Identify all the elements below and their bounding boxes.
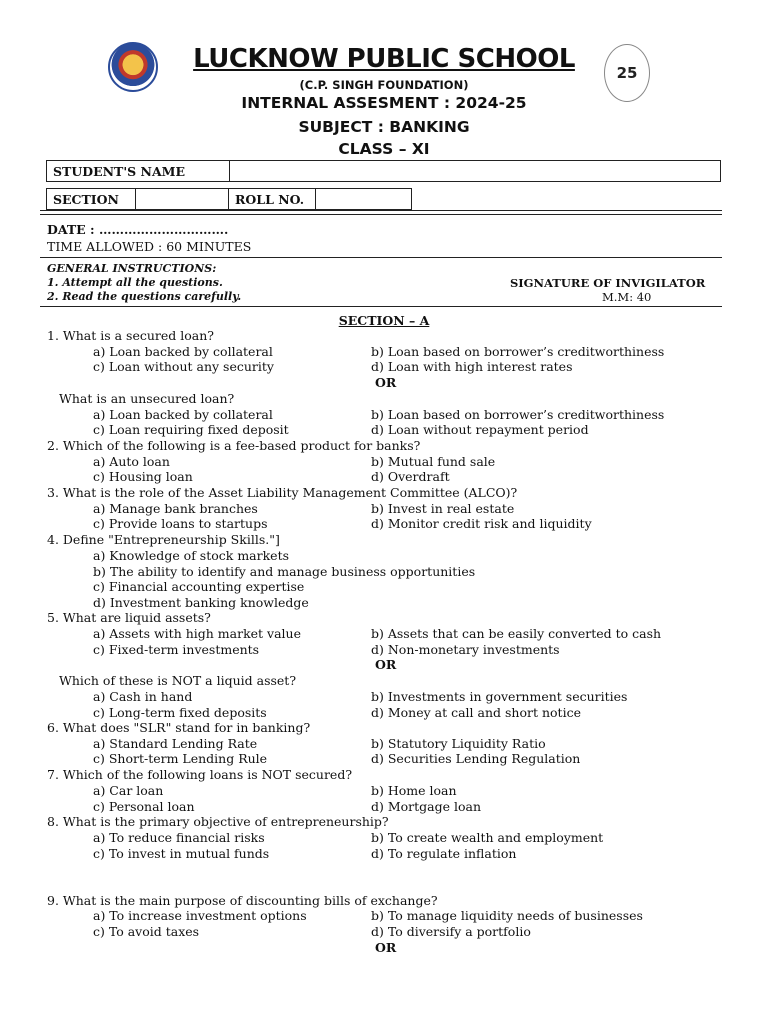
foundation-name: (C.P. SINGH FOUNDATION) xyxy=(299,78,469,92)
option-d: d) Overdraft xyxy=(371,469,450,484)
assessment-title: INTERNAL ASSESMENT : 2024-25 xyxy=(241,94,527,112)
option-d: d) Securities Lending Regulation xyxy=(371,751,581,766)
option-c: c) Financial accounting expertise xyxy=(93,579,305,594)
option-c: c) Short-term Lending Rule xyxy=(93,751,268,766)
or-label: OR xyxy=(375,940,397,955)
question-text: 3. What is the role of the Asset Liability Management Committee (ALCO)? xyxy=(47,485,518,500)
option-a: a) Standard Lending Rate xyxy=(93,736,258,751)
gi-item-1: 1. Attempt all the questions. xyxy=(47,276,223,289)
option-c: c) Loan requiring fixed deposit xyxy=(93,422,289,437)
option-a: a) Car loan xyxy=(93,783,164,798)
option-a: a) Loan backed by collateral xyxy=(93,407,273,422)
option-a: a) Auto loan xyxy=(93,454,170,469)
section-label: SECTION xyxy=(47,189,136,210)
section-roll-table xyxy=(46,188,412,210)
question-text: 5. What are liquid assets? xyxy=(47,610,211,625)
general-instructions xyxy=(47,262,241,304)
or-label: OR xyxy=(375,375,397,390)
max-marks: M.M: 40 xyxy=(602,290,652,304)
student-name-table xyxy=(46,160,721,182)
student-name-label: STUDENT'S NAME xyxy=(47,161,230,182)
section-field[interactable] xyxy=(136,189,229,210)
option-c: c) To avoid taxes xyxy=(93,924,200,939)
student-name-field[interactable] xyxy=(230,161,721,182)
option-b: b) Loan based on borrower’s creditworthiness xyxy=(371,407,665,422)
question-text: 7. Which of the following loans is NOT secured? xyxy=(47,767,353,782)
option-c: c) Housing loan xyxy=(93,469,193,484)
option-d: d) Loan without repayment period xyxy=(371,422,589,437)
option-a: a) Loan backed by collateral xyxy=(93,344,273,359)
question-text: 1. What is a secured loan? xyxy=(47,328,214,343)
option-c: c) Long-term fixed deposits xyxy=(93,705,267,720)
option-a: a) Cash in hand xyxy=(93,689,193,704)
option-d: d) To regulate inflation xyxy=(371,846,517,861)
option-b: b) Assets that can be easily converted to cash xyxy=(371,626,662,641)
section-heading: SECTION – A xyxy=(338,313,430,328)
subject-title: SUBJECT : BANKING xyxy=(298,118,470,136)
divider xyxy=(40,257,722,258)
school-name: LUCKNOW PUBLIC SCHOOL xyxy=(193,44,575,74)
or-label: OR xyxy=(375,657,397,672)
option-b: b) Home loan xyxy=(371,783,457,798)
option-d: d) Mortgage loan xyxy=(371,799,482,814)
date-line: DATE : …………………………. xyxy=(47,222,229,237)
question-text: What is an unsecured loan? xyxy=(59,391,235,406)
question-text: 2. Which of the following is a fee-based product for banks? xyxy=(47,438,421,453)
option-a: a) To increase investment options xyxy=(93,908,307,923)
option-a: a) Manage bank branches xyxy=(93,501,258,516)
anniversary-25-logo: 25 xyxy=(604,44,650,102)
question-text: Which of these is NOT a liquid asset? xyxy=(59,673,297,688)
option-b: b) Mutual fund sale xyxy=(371,454,496,469)
option-c: c) Provide loans to startups xyxy=(93,516,268,531)
option-d: d) Investment banking knowledge xyxy=(93,595,309,610)
option-b: b) To manage liquidity needs of businesses xyxy=(371,908,643,923)
option-d: d) Money at call and short notice xyxy=(371,705,581,720)
class-title: CLASS – XI xyxy=(338,140,430,158)
option-b: b) Statutory Liquidity Ratio xyxy=(371,736,546,751)
option-b: b) Investments in government securities xyxy=(371,689,628,704)
option-a: a) Knowledge of stock markets xyxy=(93,548,290,563)
roll-label: ROLL NO. xyxy=(229,189,316,210)
option-b: b) Invest in real estate xyxy=(371,501,515,516)
option-c: c) Loan without any security xyxy=(93,359,274,374)
question-text: 6. What does "SLR" stand for in banking? xyxy=(47,720,311,735)
option-d: d) Monitor credit risk and liquidity xyxy=(371,516,592,531)
option-d: d) To diversify a portfolio xyxy=(371,924,531,939)
option-b: b) To create wealth and employment xyxy=(371,830,604,845)
divider xyxy=(40,214,722,215)
gi-title: GENERAL INSTRUCTIONS: xyxy=(47,262,217,275)
question-text: 8. What is the primary objective of entrepreneurship? xyxy=(47,814,389,829)
option-d: d) Non-monetary investments xyxy=(371,642,560,657)
roll-field[interactable] xyxy=(316,189,412,210)
option-c: c) To invest in mutual funds xyxy=(93,846,270,861)
gi-item-2: 2. Read the questions carefully. xyxy=(47,290,242,303)
question-text: 4. Define "Entrepreneurship Skills."] xyxy=(47,532,280,547)
divider xyxy=(40,306,722,307)
invigilator-signature-label: SIGNATURE OF INVIGILATOR xyxy=(510,276,706,290)
question-text: 9. What is the main purpose of discounting bills of exchange? xyxy=(47,893,438,908)
option-c: c) Fixed-term investments xyxy=(93,642,260,657)
option-d: d) Loan with high interest rates xyxy=(371,359,573,374)
divider xyxy=(40,210,722,211)
time-allowed: TIME ALLOWED : 60 MINUTES xyxy=(47,239,252,254)
option-c: c) Personal loan xyxy=(93,799,195,814)
option-a: a) To reduce financial risks xyxy=(93,830,265,845)
option-b: b) Loan based on borrower’s creditworthiness xyxy=(371,344,665,359)
option-b: b) The ability to identify and manage business opportunities xyxy=(93,564,476,579)
option-a: a) Assets with high market value xyxy=(93,626,301,641)
